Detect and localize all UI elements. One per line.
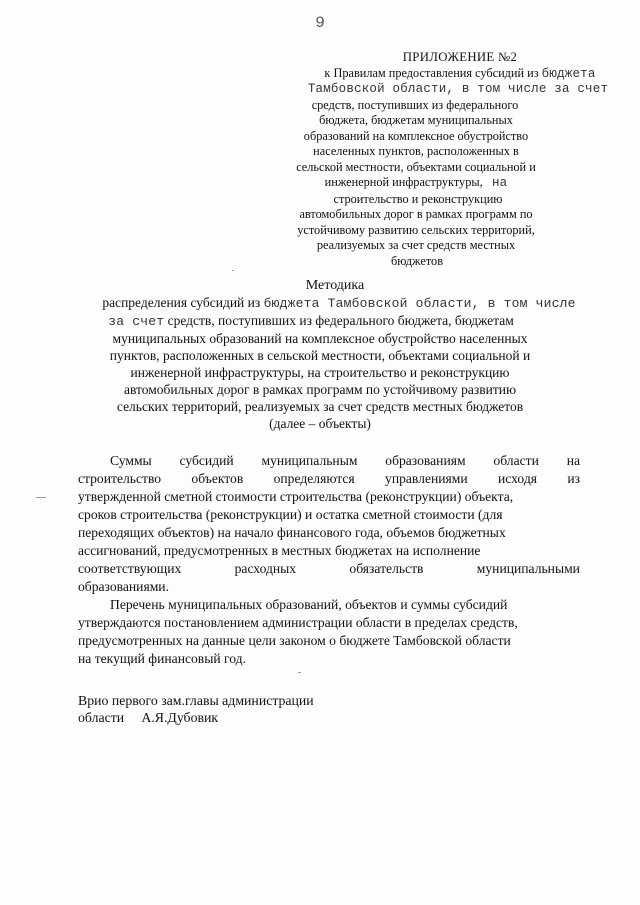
appendix-title: ПРИЛОЖЕНИЕ №2	[402, 50, 518, 64]
methodology-line-6: автомобильных дорог в рамках программ по устойчивому развитию	[123, 382, 517, 397]
appendix-line-8-typed: на	[491, 176, 508, 190]
appendix-line-4: бюджета, бюджетам муниципальных	[319, 113, 513, 127]
appendix-line-1-typed: бюджета	[541, 66, 596, 81]
signature-block	[78, 692, 314, 726]
appendix-line-3: средств, поступивших из федерального	[311, 97, 519, 112]
appendix-line-1	[300, 66, 620, 83]
appendix-line-1-printed: к Правилам предоставления субсидий из	[324, 65, 539, 80]
methodology-line-2	[0, 312, 640, 330]
methodology-line-2-typed: за счет	[108, 314, 165, 329]
methodology-heading	[0, 278, 640, 432]
scan-speck	[232, 270, 234, 271]
paragraph-2-row-1: Перечень муниципальных образований, объектов и суммы субсидий	[110, 597, 508, 612]
appendix-line-9: строительство и реконструкцию	[333, 191, 503, 206]
signature-position: Врио первого зам.главы администрации	[78, 693, 314, 708]
p1-r7-w4: муниципальными	[476, 561, 580, 576]
paragraph-2-row-3: предусмотренных на данные цели законом о бюджете Тамбовской области	[78, 633, 511, 648]
paragraph-1-row-5: переходящих объектов) на начало финансового года, объемов бюджетных	[78, 525, 506, 540]
paragraph-1-row-1	[78, 452, 580, 470]
appendix-line-5: образований на комплексное обустройство	[303, 128, 529, 143]
appendix-line-12: реализуемых за счет средств местных	[316, 238, 516, 252]
p1-r2-w1: строительство	[78, 471, 162, 486]
p1-r1-w6: на	[566, 453, 580, 468]
methodology-line-1-printed: распределения субсидий из	[102, 295, 261, 310]
appendix-line-11: устойчивому развитию сельских территорий,	[297, 222, 535, 237]
methodology-line-7: сельских территорий, реализуемых за счет средств местных бюджетов	[116, 399, 524, 414]
p1-r1-w2: субсидий	[179, 453, 234, 468]
methodology-line-8: (далее – объекты)	[269, 416, 371, 431]
p1-r2-w3: определяются	[273, 471, 355, 486]
p1-r2-w4: управлениями	[385, 471, 468, 486]
p1-r2-w6: из	[567, 471, 580, 486]
paragraph-1-row-7	[78, 560, 580, 578]
scan-speck	[36, 497, 46, 498]
methodology-line-2-printed: средств, поступивших из федерального бюджета, бюджетам	[167, 313, 514, 328]
methodology-line-5: инженерной инфраструктуры, на строительство и реконструкцию	[130, 365, 510, 380]
methodology-line-3: муниципальных образований на комплексное обустройство населенных	[112, 331, 528, 346]
methodology-line-1-typed: бюджета Тамбовской области, в том числе	[263, 296, 576, 311]
methodology-line-4: пунктов, расположенных в сельской местности, объектами социальной и	[109, 348, 531, 363]
p1-r1-w1: Суммы	[110, 453, 152, 468]
paragraph-subsidy-amounts	[78, 452, 580, 596]
appendix-line-2-typed: Тамбовской области, в том числе за счет	[307, 82, 609, 96]
paragraph-2-row-4: на текущий финансовый год.	[78, 651, 246, 666]
p1-r2-w2: объектов	[191, 471, 244, 486]
appendix-header	[296, 50, 620, 269]
p1-r7-w3: обязательств	[349, 561, 424, 576]
paragraph-1-row-4: сроков строительства (реконструкции) и остатка сметной стоимости (для	[78, 507, 503, 522]
appendix-line-8-printed: инженерной инфраструктуры,	[324, 175, 483, 189]
p1-r1-w4: образованиям	[385, 453, 466, 468]
scan-speck	[298, 672, 301, 673]
appendix-line-10: автомобильных дорог в рамках программ по	[299, 207, 533, 221]
paragraph-1-row-2	[78, 470, 580, 488]
paragraph-2-row-2: утверждаются постановлением администрации области в пределах средств,	[78, 615, 518, 630]
appendix-line-13: бюджетов	[390, 253, 444, 268]
p1-r2-w5: исходя	[498, 471, 537, 486]
p1-r1-w3: муниципальным	[261, 453, 358, 468]
methodology-title: Методика	[305, 278, 365, 293]
appendix-line-6: населенных пунктов, расположенных в	[313, 144, 519, 158]
p1-r7-w1: соответствующих	[78, 561, 182, 576]
p1-r1-w5: области	[493, 453, 539, 468]
appendix-line-7: сельской местности, объектами социальной и	[296, 159, 536, 174]
paragraph-list-approval	[78, 596, 580, 668]
paragraph-1-row-6: ассигнований, предусмотренных в местных бюджетах на исполнение	[78, 543, 481, 558]
paragraph-1-row-3: утвержденной сметной стоимости строительства (реконструкции) объекта,	[78, 489, 514, 504]
p1-r7-w2: расходных	[234, 561, 297, 576]
paragraph-1-row-8: образованиями.	[78, 579, 169, 594]
signature-name: области А.Я.Дубовик	[78, 710, 219, 725]
page-number: 9	[315, 14, 325, 32]
appendix-line-8	[212, 175, 620, 192]
methodology-line-1	[38, 294, 640, 312]
